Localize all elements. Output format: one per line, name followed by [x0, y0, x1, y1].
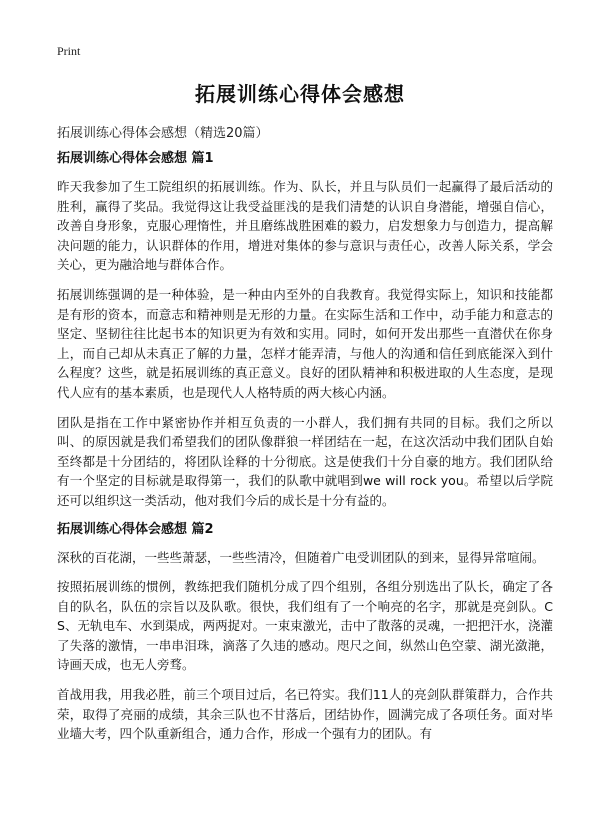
- section-1: [57, 150, 553, 511]
- paragraph: 拓展训练强调的是一种体验，是一种由内至外的自我教育。我觉得实际上，知识和技能都是有形的资本，而意志和精神则是无形的力量。在实际生活和工作中，动手能力和意志的坚定、坚韧往往比起书本的知识更为有效和实用。同时，如何开发出那些一直潜伏在你身上，而自己却从未真正了解的力量，怎样才能弄清，与他人的沟通和信任到底能深入到什么程度？这些，就是拓展训练的真正意义。良好的团队精神和积极进取的人生态度，是现代人应有的基本素质，也是现代人人格特质的两大核心内涵。: [57, 286, 553, 400]
- section-2: [57, 521, 553, 744]
- section-heading: 拓展训练心得体会感想 篇2: [57, 521, 214, 537]
- paragraph: 首战用我，用我必胜，前三个项目过后，名已符实。我们11人的亮剑队群策群力，合作共荣，取得了亮丽的成绩，其余三队也不甘落后，团结协作，圆满完成了各项任务。面对毕业墙大考，四个队重新组合，通力合作，形成一个强有力的团队。有: [57, 687, 553, 742]
- print-link[interactable]: Print: [57, 44, 81, 58]
- page-title: 拓展训练心得体会感想: [195, 82, 405, 106]
- article-body: [57, 150, 553, 754]
- paragraph: 深秋的百花湖，一些些萧瑟，一些些清冷，但随着广电受训团队的到来，显得异常喧闹。: [57, 549, 545, 565]
- section-heading: 拓展训练心得体会感想 篇1: [57, 151, 214, 166]
- paragraph: 团队是指在工作中紧密协作并相互负责的一小群人，我们拥有共同的目标。我们之所以叫、的原因就是我们希望我们的团队像群狼一样团结在一起，在这次活动中我们团队自始至终都是十分团结的，将团队诠释的十分彻底。这是使我们十分自豪的地方。我们团队给有一个坚定的目标就是取得第一，我们的队歌中就唱到we will rock you。希望以后学院还可以组织这一类活动，他对我们今后的成长是十分有益的。: [57, 414, 553, 508]
- paragraph: 昨天我参加了生工院组织的拓展训练。作为、队长，并且与队员们一起赢得了最后活动的胜利，赢得了奖品。我觉得这让我受益匪浅的是我们清楚的认识自身潜能，增强自信心，改善自身形象，克服心理惰性，并且磨练战胜困难的毅力，启发想象力与创造力，提高解决问题的能力，认识群体的作用，增进对集体的参与意识与责任心，改善人际关系，学会关心，更为融洽地与群体合作。: [57, 179, 553, 273]
- paragraph: 按照拓展训练的惯例，教练把我们随机分成了四个组别，各组分别选出了队长，确定了各自的队名，队伍的宗旨以及队歌。很快，我们组有了一个响亮的名字，那就是亮剑队。CS、无轨电车、水到渠成，两两捉对。一束束激光，击中了散落的灵魂，一把把汗水，浇灌了失落的激情，一串串泪珠，滴落了久违的感动。咫尺之间，纵然山色空蒙、湖光潋滟，诗画天成，也无人旁骛。: [57, 579, 553, 673]
- page-subtitle: 拓展训练心得体会感想（精选20篇）: [57, 126, 269, 141]
